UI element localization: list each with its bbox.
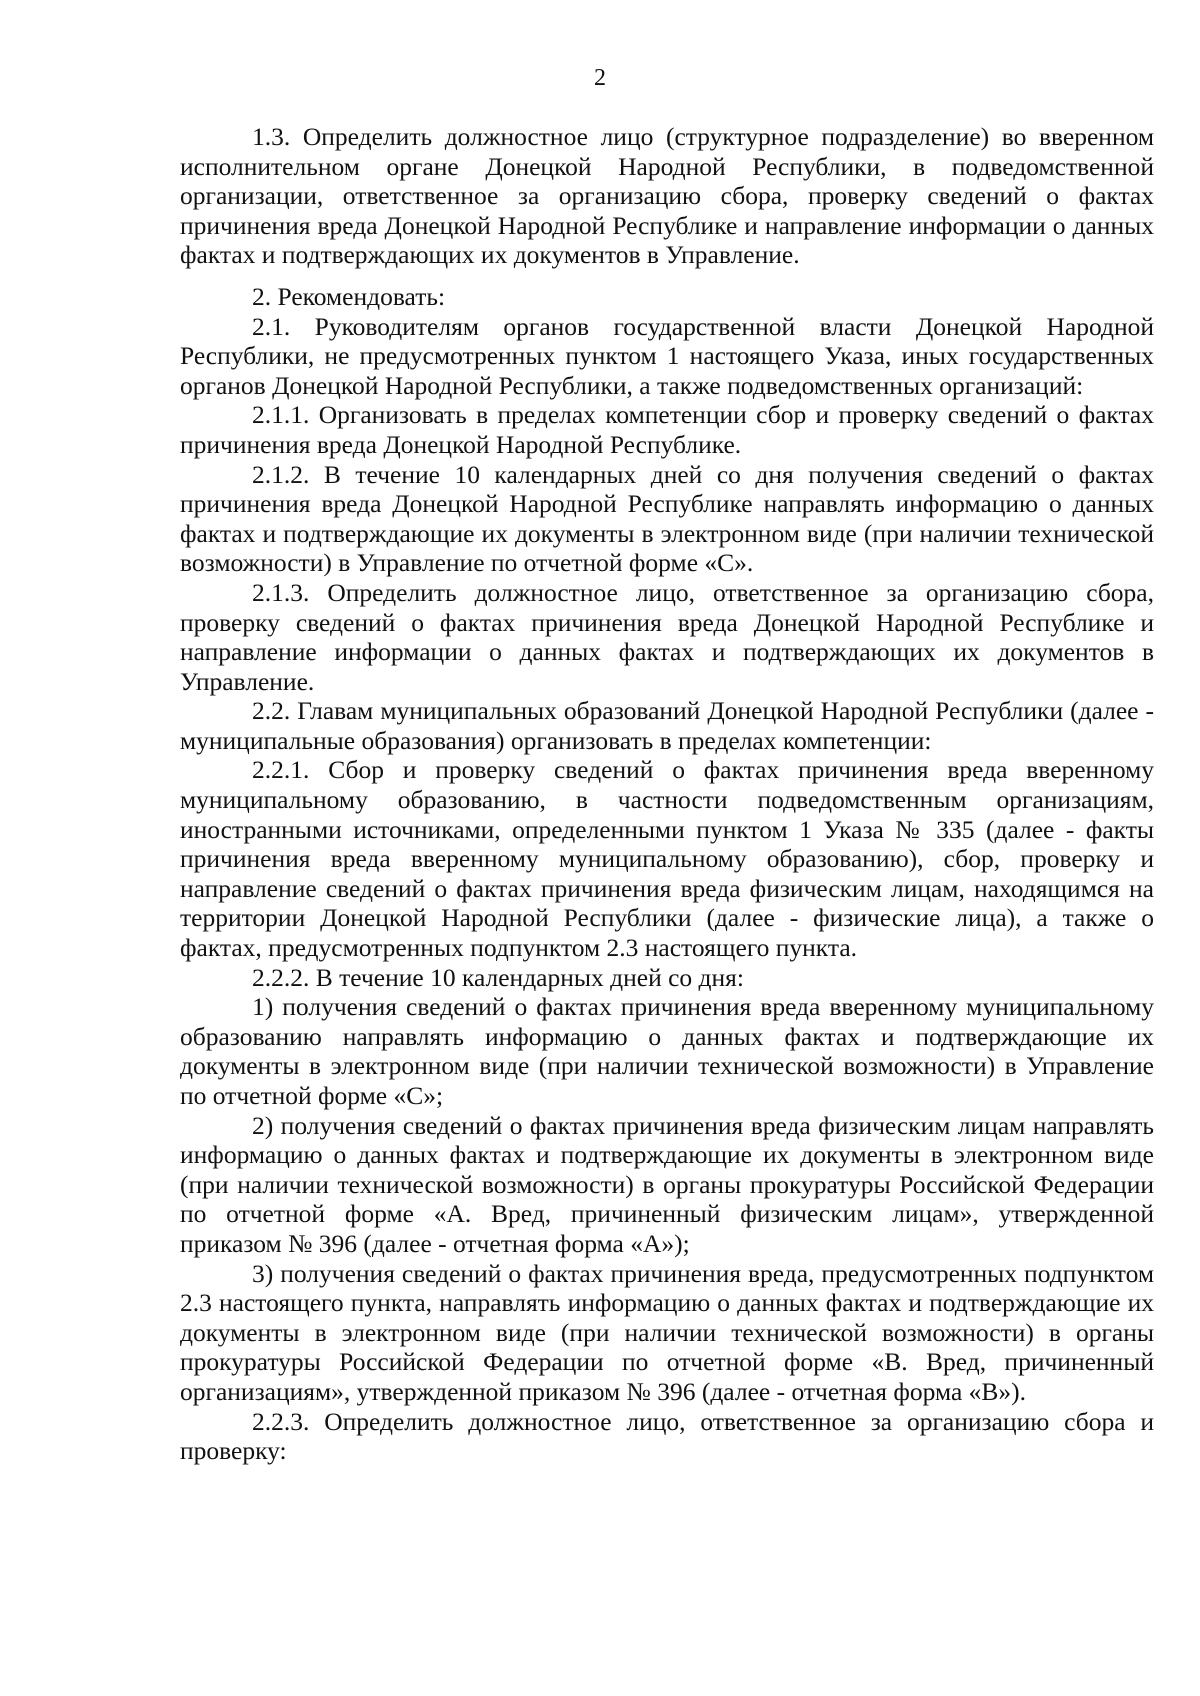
document-body xyxy=(180,122,1154,1466)
paragraph-2-1-1: 2.1.1. Организовать в пределах компетенции сбор и проверку сведений о фактах причинения вреда Донецкой Народной Республике. xyxy=(180,400,1154,459)
paragraph-2-2-2-item-3: 3) получения сведений о фактах причинения вреда, предусмотренных подпунктом 2.3 настоящего пункта, направлять информацию о данных фактах и подтверждающие их документы в электронном виде (при наличии технической возможности) в органы прокуратуры Российской Федерации по отчетной форме «В. Вред, причиненный организациям», утвержденной приказом № 396 (далее - отчетная форма «В»). xyxy=(180,1258,1154,1406)
paragraph-2-2-2: 2.2.2. В течение 10 календарных дней со дня: xyxy=(252,962,744,992)
paragraph-2-1: 2.1. Руководителям органов государственной власти Донецкой Народной Республики, не предусмотренных пунктом 1 настоящего Указа, иных государственных органов Донецкой Народной Республики, а также подведомственных организаций: xyxy=(180,311,1154,400)
paragraph-2-2-2-item-1: 1) получения сведений о фактах причинения вреда вверенному муниципальному образованию направлять информацию о данных фактах и подтверждающие их документы в электронном виде (при наличии технической возможности) в Управление по отчетной форме «С»; xyxy=(180,992,1154,1110)
paragraph-2-2-1: 2.2.1. Сбор и проверку сведений о фактах причинения вреда вверенному муниципальному образованию, в частности подведомственным организациям, иностранными источниками, определенными пунктом 1 Указа № 335 (далее - факты причинения вреда вверенному муниципальному образованию), сбор, проверку и направление сведений о фактах причинения вреда физическим лицам, находящимся на территории Донецкой Народной Республики (далее - физические лица), а также о фактах, предусмотренных подпунктом 2.3 настоящего пункта. xyxy=(180,755,1154,963)
paragraph-2-1-2: 2.1.2. В течение 10 календарных дней со дня получения сведений о фактах причинения вреда Донецкой Народной Республике направлять информацию о данных фактах и подтверждающие их документы в электронном виде (при наличии технической возможности) в Управление по отчетной форме «С». xyxy=(180,459,1154,578)
paragraph-2-2-3: 2.2.3. Определить должностное лицо, ответственное за организацию сбора и проверку: xyxy=(180,1406,1154,1466)
paragraph-2: 2. Рекомендовать: xyxy=(252,281,446,311)
paragraph-2-2-2-item-2: 2) получения сведений о фактах причинения вреда физическим лицам направлять информацию о данных фактах и подтверждающие их документы в электронном виде (при наличии технической возможности) в органы прокуратуры Российской Федерации по отчетной форме «А. Вред, причиненный физическим лицам», утвержденной приказом № 396 (далее - отчетная форма «А»); xyxy=(180,1110,1154,1258)
paragraph-2-2: 2.2. Главам муниципальных образований Донецкой Народной Республики (далее - муниципальные образования) организовать в пределах компетенции: xyxy=(180,696,1154,755)
page-number: 2 xyxy=(594,65,606,91)
paragraph-2-1-3: 2.1.3. Определить должностное лицо, ответственное за организацию сбора, проверку сведений о фактах причинения вреда Донецкой Народной Республике и направление информации о данных фактах и подтверждающих их документов в Управление. xyxy=(180,577,1154,696)
paragraph-1-3: 1.3. Определить должностное лицо (структурное подразделение) во вверенном исполнительном органе Донецкой Народной Республики, в подведомственной организации, ответственное за организацию сбора, проверку сведений о фактах причинения вреда Донецкой Народной Республике и направление информации о данных фактах и подтверждающих их документов в Управление. xyxy=(180,122,1154,270)
